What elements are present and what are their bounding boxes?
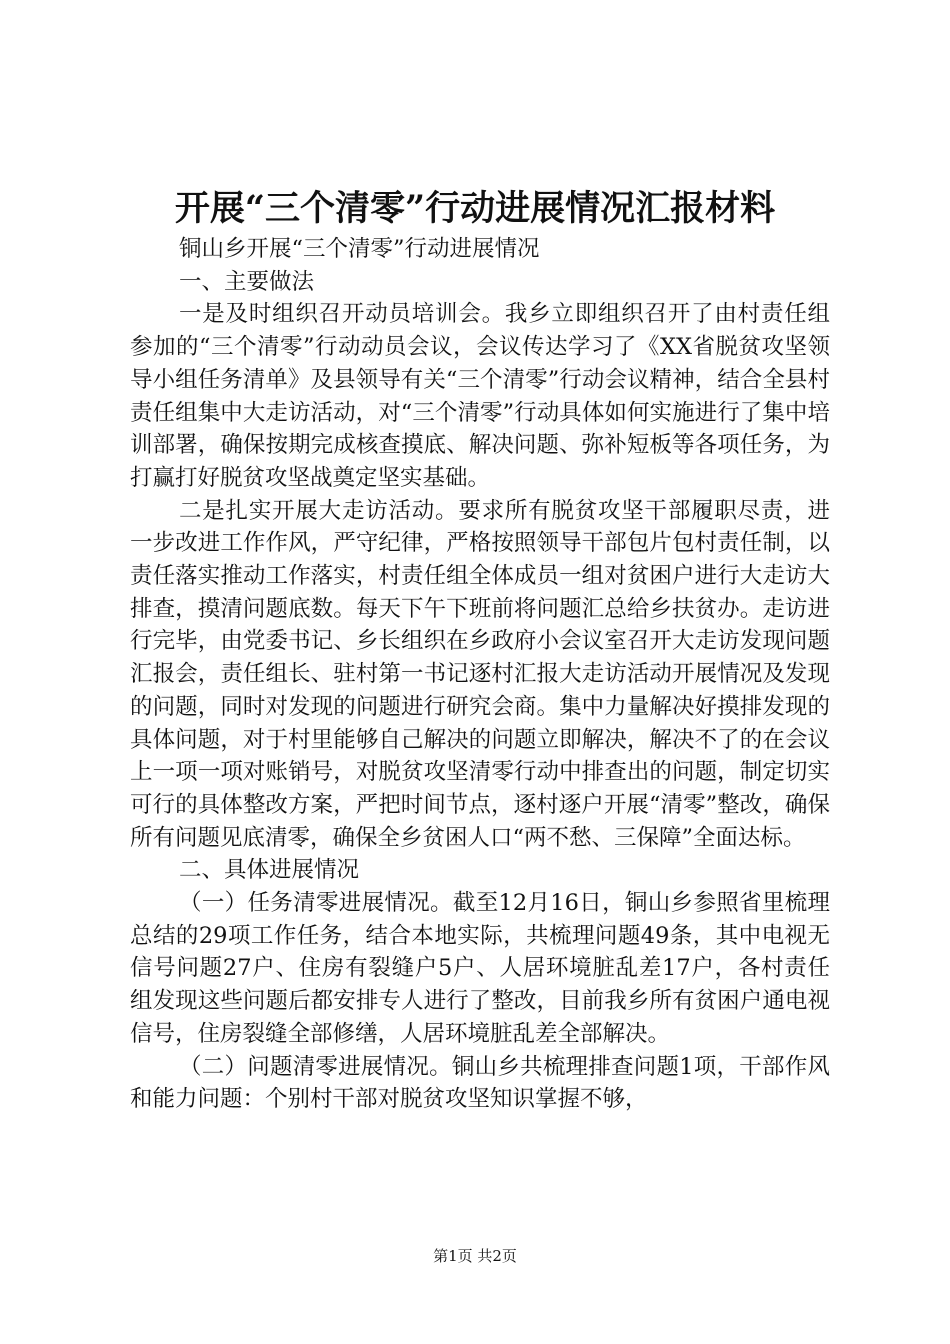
subtitle-paragraph: 铜山乡开展“三个清零”行动进展情况 xyxy=(179,236,540,262)
paragraph-problem-clearing: （二）问题清零进展情况。铜山乡共梳理排查问题1项，干部作风和能力问题：个别村干部对脱贫攻坚知识掌握不够， xyxy=(130,1053,830,1113)
page-footer: 第1页 共2页 xyxy=(433,1247,517,1265)
document-body xyxy=(130,233,830,1116)
paragraph-mobilization-training: 一是及时组织召开动员培训会。我乡立即组织召开了由村责任组参加的“三个清零”行动动员会议，会议传达学习了《XX省脱贫攻坚领导小组任务清单》及县领导有关“三个清零”行动会议精神，结合全县村责任组集中大走访活动，对“三个清零”行动具体如何实施进行了集中培训部署，确保按期完成核查摸底、解决问题、弥补短板等各项任务，为打赢打好脱贫攻坚战奠定坚实基础。 xyxy=(130,301,830,491)
section-heading-main-practices: 一、主要做法 xyxy=(179,268,315,295)
paragraph-visit-activity: 二是扎实开展大走访活动。要求所有脱贫攻坚干部履职尽责，进一步改进工作作风，严守纪律，严格按照领导干部包片包村责任制，以责任落实推动工作落实，村责任组全体成员一组对贫困户进行大走访大排查，摸清问题底数。每天下午下班前将问题汇总给乡扶贫办。走访进行完毕，由党委书记、乡长组织在乡政府小会议室召开大走访发现问题汇报会，责任组长、驻村第一书记逐村汇报大走访活动开展情况及发现的问题，同时对发现的问题进行研究会商。集中力量解决好摸排发现的具体问题，对于村里能够自己解决的问题立即解决，解决不了的在会议上一项一项对账销号，对脱贫攻坚清零行动中排查出的问题，制定切实可行的具体整改方案，严把时间节点，逐村逐户开展“清零”整改，确保所有问题见底清零，确保全乡贫困人口“两不愁、三保障”全面达标。 xyxy=(130,497,830,851)
section-heading-progress: 二、具体进展情况 xyxy=(179,857,360,884)
document-title: 开展“三个清零”行动进展情况汇报材料 xyxy=(174,188,776,229)
paragraph-task-clearing: （一）任务清零进展情况。截至12月16日，铜山乡参照省里梳理总结的29项工作任务，结合本地实际，共梳理问题49条，其中电视无信号问题27户、住房有裂缝户5户、人居环境脏乱差17户，各村责任组发现这些问题后都安排专人进行了整改，目前我乡所有贫困户通电视信号，住房裂缝全部修缮，人居环境脏乱差全部解决。 xyxy=(130,890,830,1047)
